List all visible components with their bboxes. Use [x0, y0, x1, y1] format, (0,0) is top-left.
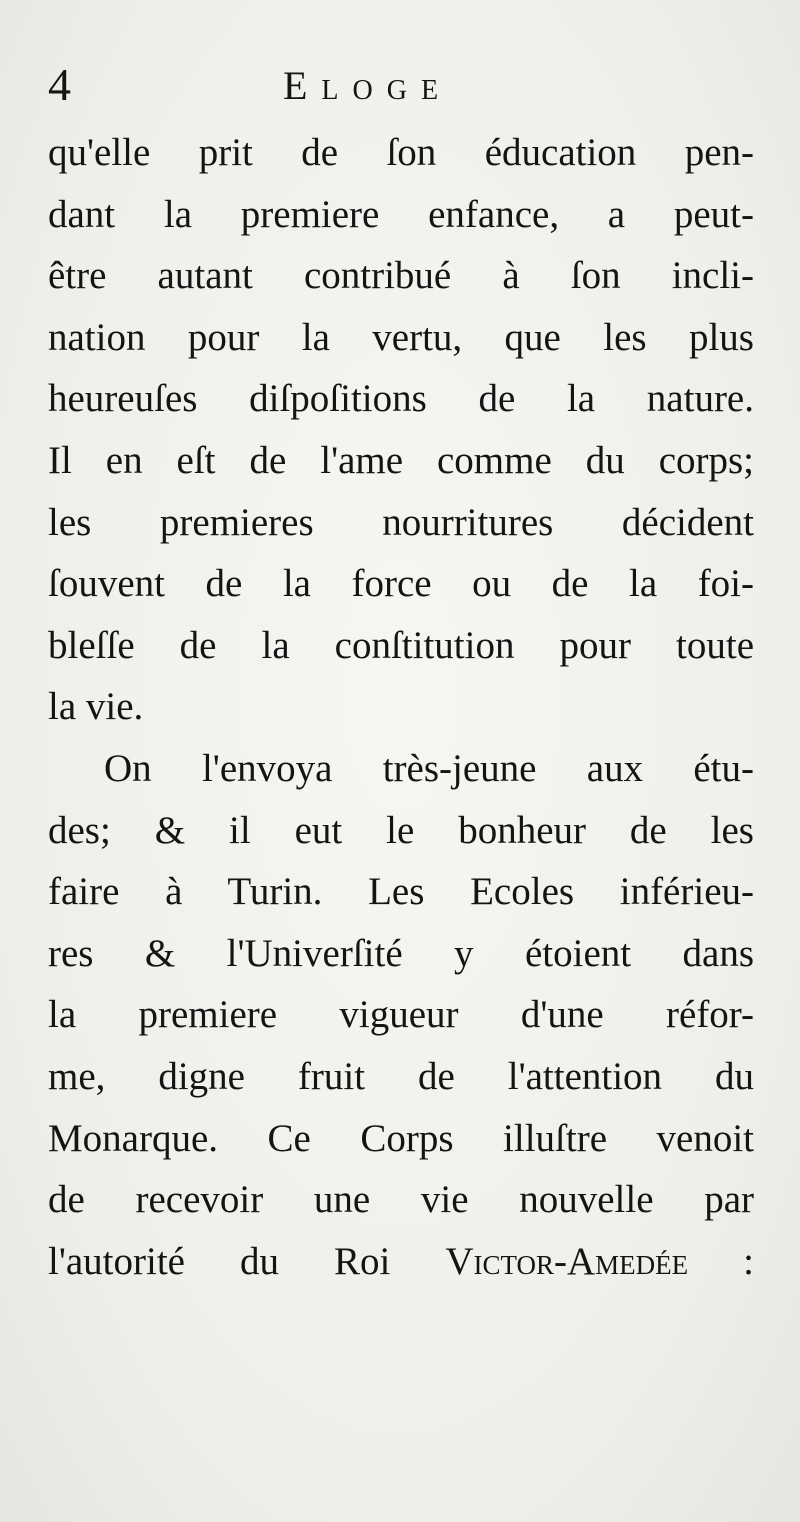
text-line: Il en eſt de l'ame comme du corps; — [48, 438, 754, 482]
text-line — [48, 1231, 754, 1293]
text-line: qu'elle prit de ſon éducation pen- — [48, 131, 754, 174]
text-line: nation pour la vertu, que les plus — [48, 315, 754, 359]
proper-name: Victor-Amedée — [445, 1239, 689, 1283]
page-number: 4 — [48, 59, 71, 110]
page-header — [48, 58, 748, 118]
text-line: Monarque. Ce Corps illuſtre venoit — [48, 1116, 754, 1160]
text-line: de recevoir une vie nouvelle par — [48, 1178, 754, 1222]
text-line: heureuſes diſpoſitions de la nature. — [48, 377, 754, 421]
running-head: Eloge — [283, 63, 453, 108]
text-line: être autant contribué à ſon incli- — [48, 254, 754, 298]
text-line: la vie. — [48, 685, 144, 729]
line-prefix: l'autorité du Roi — [48, 1239, 446, 1283]
text-line: bleſſe de la conſtitution pour toute — [48, 623, 754, 667]
text-line: dant la premiere enfance, a peut- — [48, 192, 754, 236]
text-line: ſouvent de la force ou de la foi- — [48, 562, 754, 606]
text-line: des; & il eut le bonheur de les — [48, 808, 754, 852]
text-line: la premiere vigueur d'une réfor- — [48, 993, 754, 1037]
text-line: res & l'Univerſité y étoient dans — [48, 931, 754, 975]
line-suffix: : — [688, 1239, 754, 1283]
text-line: les premieres nourritures décident — [48, 500, 754, 544]
text-line: faire à Turin. Les Ecoles inférieu- — [48, 870, 754, 914]
text-line: me, digne fruit de l'attention du — [48, 1054, 754, 1098]
body-text — [48, 122, 754, 1292]
text-line: On l'envoya très-jeune aux étu- — [104, 746, 754, 790]
